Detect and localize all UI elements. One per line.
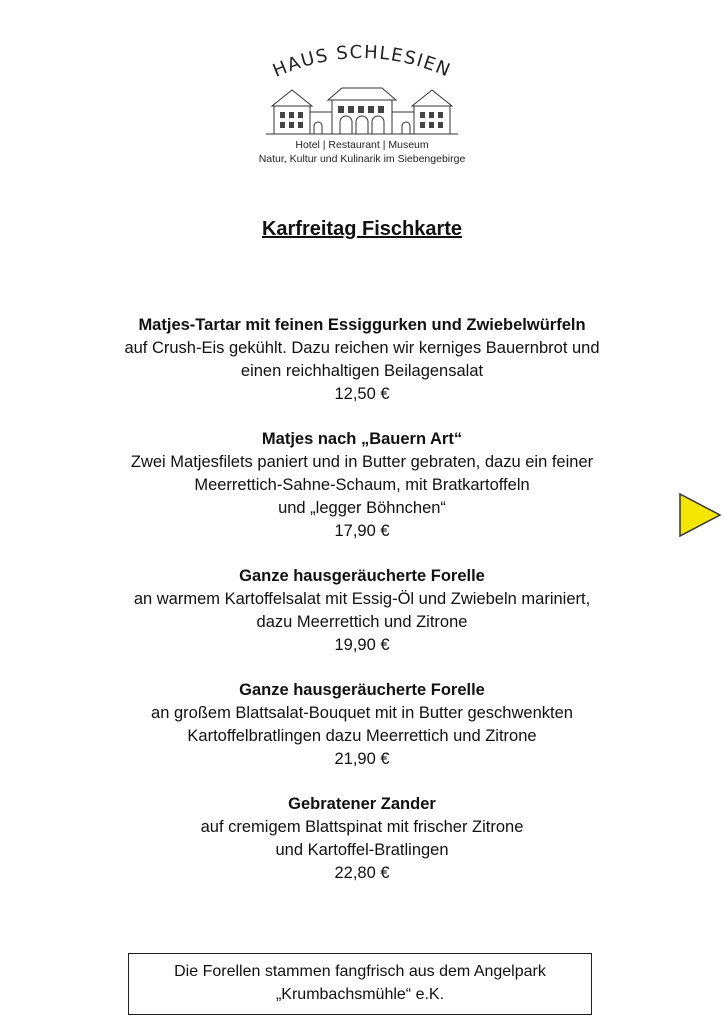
- page-title: Karfreitag Fischkarte: [261, 218, 463, 240]
- menu-item-name: Ganze hausgeräucherte Forelle: [239, 681, 485, 699]
- menu-item-price: 17,90 €: [334, 522, 390, 540]
- building-icon: [262, 82, 462, 138]
- menu-item-name: Gebratener Zander: [288, 795, 436, 813]
- menu-item-desc: Meerrettich-Sahne-Schaum, mit Bratkartoffeln: [194, 476, 530, 494]
- menu-item-name: Matjes nach „Bauern Art“: [261, 430, 463, 448]
- tagline-2: Natur, Kultur und Kulinarik im Siebengebirge: [258, 153, 466, 165]
- logo: [0, 40, 724, 166]
- info-box-line-1: Die Forellen stammen fangfrisch aus dem Angelpark: [174, 963, 546, 980]
- menu-item-desc: Kartoffelbratlingen dazu Meerrettich und Zitrone: [187, 727, 537, 745]
- menu-item: [0, 314, 724, 406]
- info-box: [128, 953, 592, 1015]
- menu-item-desc: dazu Meerrettich und Zitrone: [256, 613, 468, 631]
- logo-name-text: HAUS SCHLESIEN: [269, 41, 455, 82]
- menu-list: [0, 314, 724, 907]
- menu-item-price: 21,90 €: [334, 750, 390, 768]
- menu-item: [0, 428, 724, 543]
- menu-item-desc: an großem Blattsalat-Bouquet mit in Butter geschwenkten: [151, 704, 573, 722]
- menu-item: [0, 793, 724, 885]
- menu-item-name: Matjes-Tartar mit feinen Essiggurken und Zwiebelwürfeln: [138, 316, 586, 334]
- menu-item-desc: an warmem Kartoffelsalat mit Essig-Öl und Zwiebeln mariniert,: [133, 590, 591, 608]
- info-box-line-2: „Krumbachsmühle“ e.K.: [275, 986, 445, 1003]
- menu-item: [0, 565, 724, 657]
- svg-text:HAUS SCHLESIEN: [270, 42, 454, 82]
- menu-item-price: 22,80 €: [334, 864, 390, 882]
- menu-item-price: 12,50 €: [334, 385, 390, 403]
- menu-item-desc: und Kartoffel-Bratlingen: [275, 841, 449, 859]
- menu-item-desc: einen reichhaltigen Beilagensalat: [240, 362, 484, 380]
- menu-item-name: Ganze hausgeräucherte Forelle: [239, 567, 485, 585]
- menu-item-price: 19,90 €: [334, 636, 390, 654]
- menu-item-desc: auf cremigem Blattspinat mit frischer Zitrone: [200, 818, 524, 836]
- menu-item-desc: und „legger Böhnchen“: [278, 499, 446, 517]
- next-page-arrow-icon[interactable]: [678, 492, 722, 538]
- menu-item: [0, 679, 724, 771]
- logo-title: [0, 40, 724, 82]
- menu-item-desc: auf Crush-Eis gekühlt. Dazu reichen wir kerniges Bauernbrot und: [124, 339, 600, 357]
- logo-arc-text: [252, 40, 472, 82]
- menu-item-desc: Zwei Matjesfilets paniert und in Butter gebraten, dazu ein feiner: [130, 453, 594, 471]
- tagline-1: Hotel | Restaurant | Museum: [295, 139, 429, 151]
